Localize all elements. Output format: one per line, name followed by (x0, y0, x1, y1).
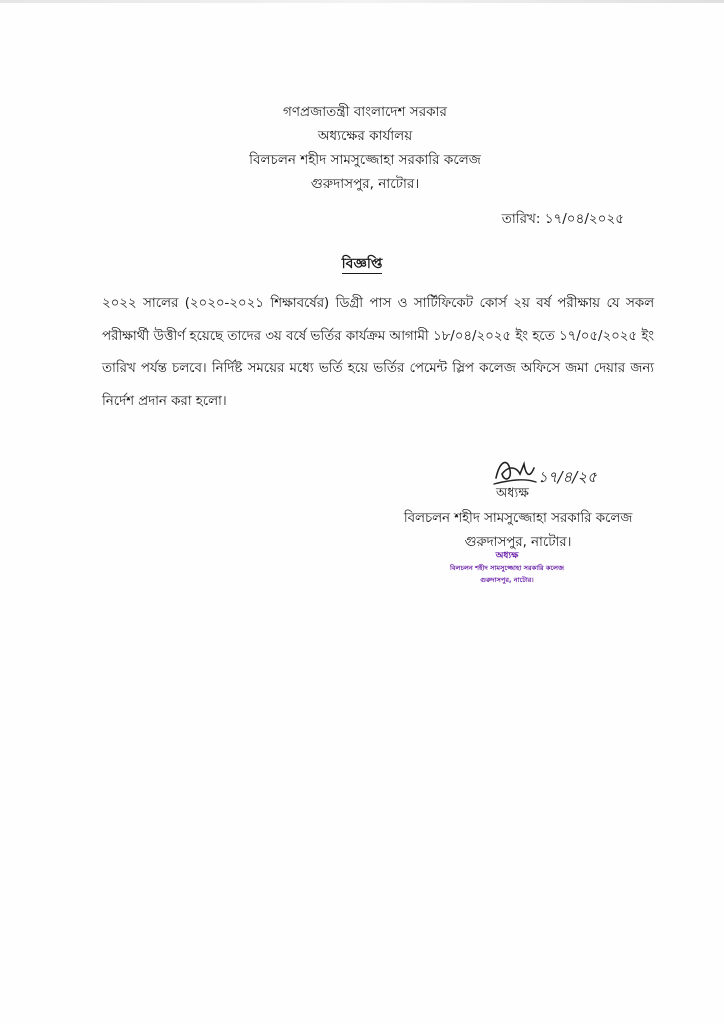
signatory-address: গুরুদাসপুর, নাটোর। (464, 535, 572, 550)
college-name: বিলচলন শহীদ সামসুজ্জোহা সরকারি কলেজ (249, 152, 481, 168)
signatory-college: বিলচলন শহীদ সামসুজ্জোহা সরকারি কলেজ (403, 511, 633, 526)
signature-date: ১৭/৪/২৫ (538, 468, 597, 486)
government-name: গণপ্রজাতন্ত্রী বাংলাদেশ সরকার (283, 104, 447, 120)
notice-title-text: বিজ্ঞপ্তি (341, 256, 383, 272)
seal-title: অধ্যক্ষ (495, 551, 519, 561)
notice-title (0, 252, 724, 276)
notice-body: ২০২২ সালের (২০২০-২০২১ শিক্ষাবর্ষের) ডিগ্রী পাস ও সার্টিফিকেট কোর্স ২য় বর্ষ পরীক্ষায় যে সকল পরীক্ষার্থী উত্তীর্ণ হয়েছে তাদের ৩য় বর্ষে ভর্তির কার্যক্রম আগামী ১৮/০৪/২০২৫ ইং হতে ১৭/০৫/২০২৫ ইং তারিখ পর্যন্ত চলবে। নির্দিষ্ট সময়ের মধ্যে ভর্তি হয়ে ভর্তির পেমেন্ট স্লিপ কলেজ অফিসে জমা দেয়ার জন্য নির্দেশ প্রদান করা হলো। (102, 296, 654, 409)
signatory-org (396, 507, 640, 555)
notice-date: তারিখ: ১৭/০৪/২০২৫ (501, 211, 624, 227)
official-seal (422, 550, 592, 586)
scan-top-edge (0, 0, 724, 3)
college-address: গুরুদাসপুর, নাটোর। (310, 176, 420, 192)
office-name: অধ্যক্ষের কার্যালয় (317, 128, 413, 144)
signatory-designation: অধ্যক্ষ (496, 486, 529, 501)
letterhead (180, 100, 550, 196)
seal-address: গুরুদাসপুর, নাটোর। (480, 576, 534, 584)
seal-college: বিলচলন শহীদ সামসুজ্জোহা সরকারি কলেজ (449, 564, 564, 572)
